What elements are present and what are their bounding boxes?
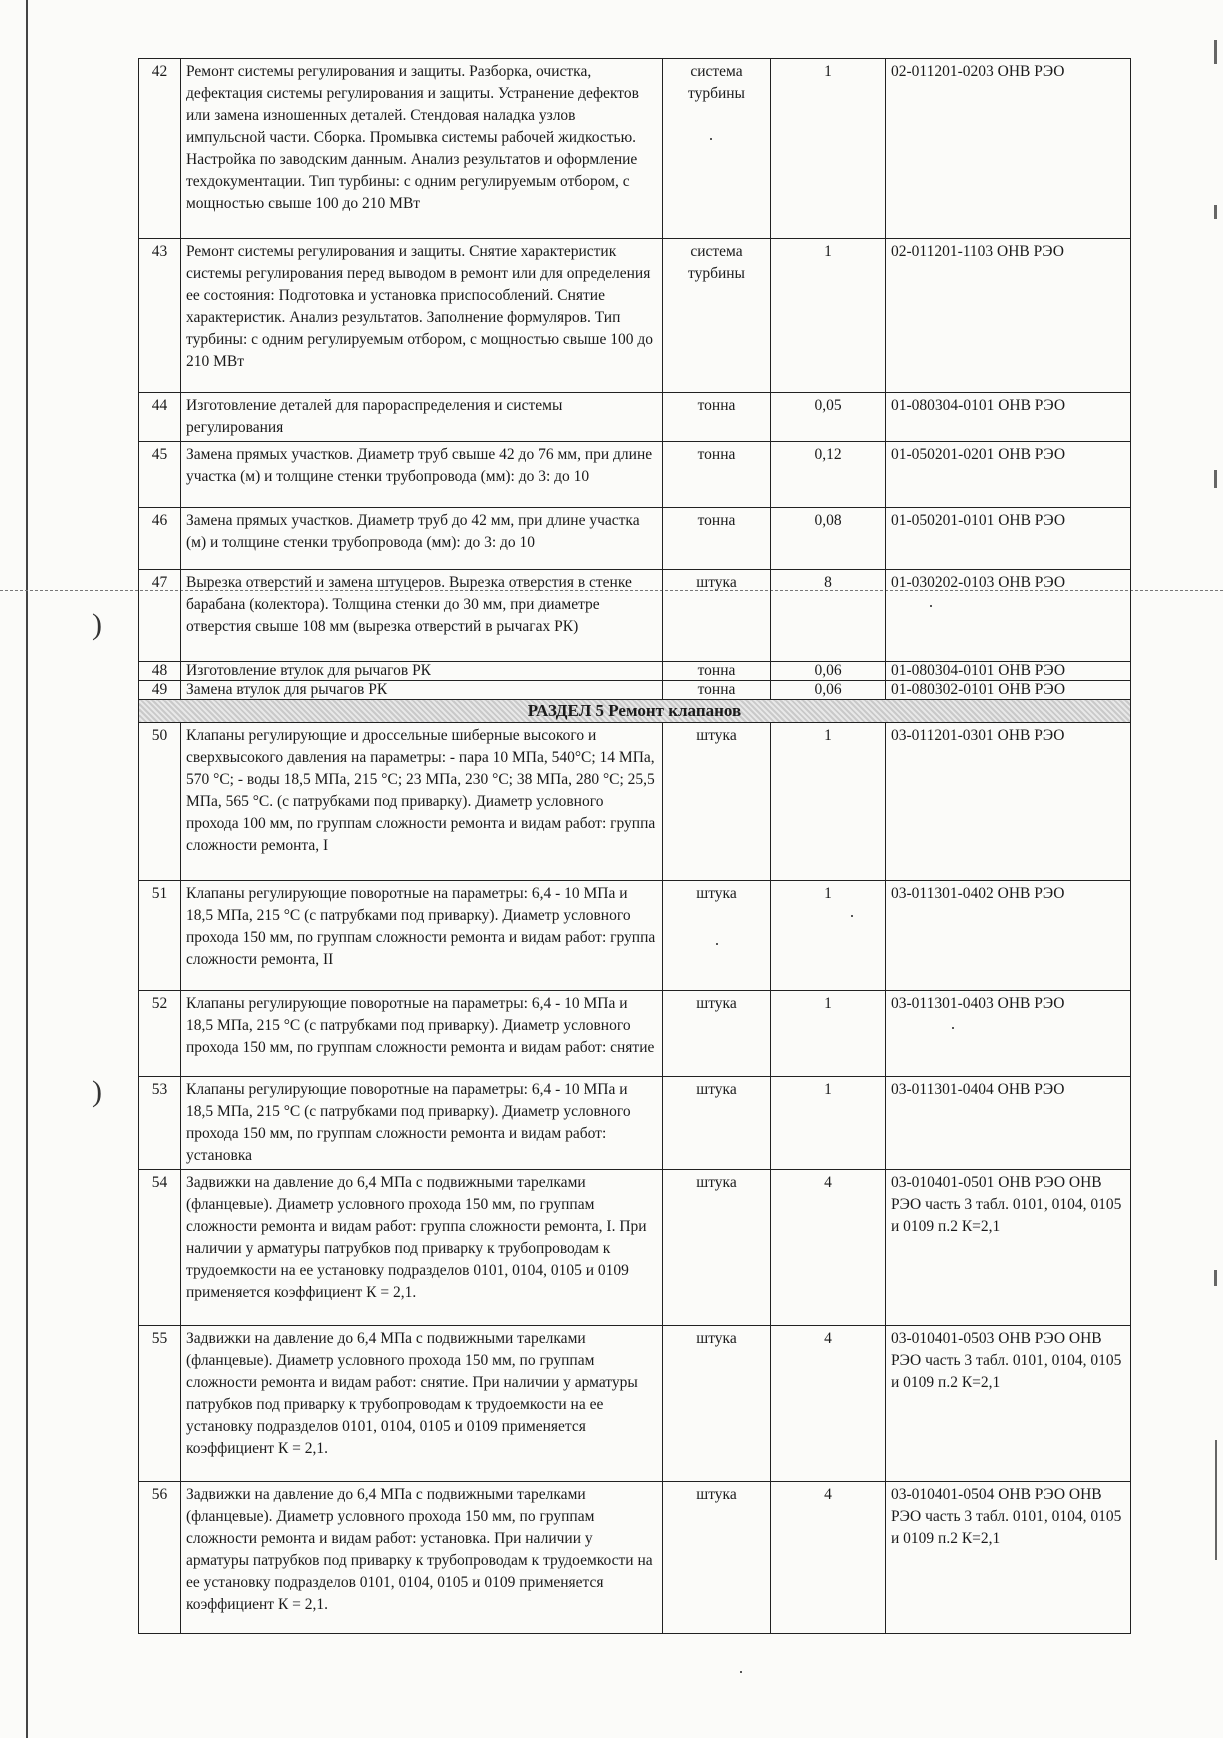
- table-row: [139, 239, 1131, 393]
- quantity: 1: [771, 1077, 886, 1170]
- work-description: Задвижки на давление до 6,4 МПа с подвижными тарелками (фланцевые). Диаметр условного прохода 150 мм, по группам сложности ремонта и видам работ: снятие. При наличии у арматуры патрубков под приварку к трубопроводам к трудоемкости на ее установку подразделов 0101, 0104, 0105 и 0109 применяется коэффициент К = 2,1.: [181, 1326, 663, 1482]
- unit-of-measure: тонна: [663, 442, 771, 508]
- quantity: 0,06: [771, 662, 886, 681]
- row-number: 51: [139, 881, 181, 991]
- unit-of-measure: тонна: [663, 508, 771, 570]
- norm-code: 03-011301-0403 ОНВ РЭО: [886, 991, 1131, 1077]
- norm-code: 03-010401-0503 ОНВ РЭО ОНВ РЭО часть 3 табл. 0101, 0104, 0105 и 0109 п.2 К=2,1: [886, 1326, 1131, 1482]
- norm-code: 03-011301-0402 ОНВ РЭО: [886, 881, 1131, 991]
- quantity: 8: [771, 570, 886, 662]
- work-description: Ремонт системы регулирования и защиты. Разборка, очистка, дефектация системы регулирования и защиты. Устранение дефектов или замена изношенных деталей. Стендовая наладка узлов импульсной части. Сборка. Промывка системы рабочей жидкостью. Настройка по заводским данным. Анализ результатов и оформление техдокументации. Тип турбины: с одним регулируемым отбором, с мощностью свыше 100 до 210 МВт: [181, 59, 663, 239]
- work-description: Изготовление деталей для парораспределения и системы регулирования: [181, 393, 663, 442]
- table-row: [139, 508, 1131, 570]
- unit-of-measure: штука: [663, 991, 771, 1077]
- table-row: [139, 1326, 1131, 1482]
- quantity: 1: [771, 723, 886, 881]
- quantity: 4: [771, 1170, 886, 1326]
- row-number: 55: [139, 1326, 181, 1482]
- table-row: [139, 723, 1131, 881]
- norm-code: 03-011301-0404 ОНВ РЭО: [886, 1077, 1131, 1170]
- margin-mark: [1214, 1270, 1217, 1286]
- row-number: 45: [139, 442, 181, 508]
- row-number: 52: [139, 991, 181, 1077]
- unit-of-measure: тонна: [663, 393, 771, 442]
- quantity: 4: [771, 1326, 886, 1482]
- work-description: Ремонт системы регулирования и защиты. Снятие характеристик системы регулирования перед выводом в ремонт или для определения ее состояния: Подготовка и установка приспособлений. Снятие характеристик. Анализ результатов. Заполнение формуляров. Тип турбины: с одним регулируемым отбором, с мощностью свыше 100 до 210 МВт: [181, 239, 663, 393]
- row-number: 44: [139, 393, 181, 442]
- quantity: 0,05: [771, 393, 886, 442]
- norm-code: 01-050201-0101 ОНВ РЭО: [886, 508, 1131, 570]
- work-description: Замена втулок для рычагов РК: [181, 681, 663, 700]
- row-number: 53: [139, 1077, 181, 1170]
- norm-code: 02-011201-1103 ОНВ РЭО: [886, 239, 1131, 393]
- work-description: Клапаны регулирующие поворотные на параметры: 6,4 - 10 МПа и 18,5 МПа, 215 °С (с патрубками под приварку). Диаметр условного прохода 150 мм, по группам сложности ремонта и видам работ: установка: [181, 1077, 663, 1170]
- unit-of-measure: штука: [663, 1077, 771, 1170]
- unit-of-measure: штука: [663, 881, 771, 991]
- row-number: 56: [139, 1482, 181, 1634]
- row-number: 48: [139, 662, 181, 681]
- quantity: 1: [771, 881, 886, 991]
- work-description: Клапаны регулирующие и дроссельные шиберные высокого и сверхвысокого давления на параметры: - пара 10 МПа, 540°С; 14 МПа, 570 °С; - воды 18,5 МПа, 215 °С; 23 МПа, 230 °С; 38 МПа, 280 °С; 25,5 МПа, 565 °С. (с патрубками под приварку). Диаметр условного прохода 100 мм, по группам сложности ремонта и видам работ: группа сложности ремонта, I: [181, 723, 663, 881]
- unit-of-measure: штука: [663, 723, 771, 881]
- margin-mark: [1214, 205, 1217, 219]
- table-row: [139, 570, 1131, 662]
- norm-code: 02-011201-0203 ОНВ РЭО: [886, 59, 1131, 239]
- work-description: Вырезка отверстий и замена штуцеров. Вырезка отверстия в стенке барабана (колектора). Толщина стенки до 30 мм, при диаметре отверстия свыше 108 мм (вырезка отверстий в рычагах РК): [181, 570, 663, 662]
- table-row: [139, 59, 1131, 239]
- quantity: 1: [771, 59, 886, 239]
- quantity: 0,12: [771, 442, 886, 508]
- works-table: [138, 58, 1131, 1634]
- norm-code: 03-010401-0501 ОНВ РЭО ОНВ РЭО часть 3 табл. 0101, 0104, 0105 и 0109 п.2 К=2,1: [886, 1170, 1131, 1326]
- hole-punch-mark: ): [92, 1075, 102, 1108]
- section-title: РАЗДЕЛ 5 Ремонт клапанов: [139, 700, 1131, 723]
- work-description: Клапаны регулирующие поворотные на параметры: 6,4 - 10 МПа и 18,5 МПа, 215 °С (с патрубками под приварку). Диаметр условного прохода 150 мм, по группам сложности ремонта и видам работ: снятие: [181, 991, 663, 1077]
- unit-of-measure: система турбины: [663, 239, 771, 393]
- table-row: [139, 681, 1131, 700]
- table-row: [139, 881, 1131, 991]
- unit-of-measure: тонна: [663, 681, 771, 700]
- margin-mark: [1214, 40, 1217, 64]
- work-description: Задвижки на давление до 6,4 МПа с подвижными тарелками (фланцевые). Диаметр условного прохода 150 мм, по группам сложности ремонта и видам работ: группа сложности ремонта, I. При наличии у арматуры патрубков под приварку к трубопроводам к трудоемкости на ее установку подразделов 0101, 0104, 0105 и 0109 применяется коэффициент К = 2,1.: [181, 1170, 663, 1326]
- row-number: 46: [139, 508, 181, 570]
- norm-code: 03-010401-0504 ОНВ РЭО ОНВ РЭО часть 3 табл. 0101, 0104, 0105 и 0109 п.2 К=2,1: [886, 1482, 1131, 1634]
- table-row: [139, 393, 1131, 442]
- norm-code: 01-080304-0101 ОНВ РЭО: [886, 393, 1131, 442]
- norm-code: 01-080302-0101 ОНВ РЭО: [886, 681, 1131, 700]
- work-description: Замена прямых участков. Диаметр труб до 42 мм, при длине участка (м) и толщине стенки трубопровода (мм): до 3: до 10: [181, 508, 663, 570]
- row-number: 47: [139, 570, 181, 662]
- unit-of-measure: штука: [663, 1326, 771, 1482]
- table-row: [139, 1077, 1131, 1170]
- norm-code: 03-011201-0301 ОНВ РЭО: [886, 723, 1131, 881]
- hole-punch-mark: ): [92, 608, 102, 641]
- table-row: [139, 1170, 1131, 1326]
- table-row: [139, 442, 1131, 508]
- table-row: [139, 991, 1131, 1077]
- norm-code: 01-050201-0201 ОНВ РЭО: [886, 442, 1131, 508]
- work-description: Изготовление втулок для рычагов РК: [181, 662, 663, 681]
- row-number: 50: [139, 723, 181, 881]
- margin-mark: [1214, 470, 1217, 488]
- quantity: 0,06: [771, 681, 886, 700]
- work-description: Клапаны регулирующие поворотные на параметры: 6,4 - 10 МПа и 18,5 МПа, 215 °С (с патрубками под приварку). Диаметр условного прохода 150 мм, по группам сложности ремонта и видам работ: группа сложности ремонта, II: [181, 881, 663, 991]
- work-description: Замена прямых участков. Диаметр труб свыше 42 до 76 мм, при длине участка (м) и толщине стенки трубопровода (мм): до 3: до 10: [181, 442, 663, 508]
- section-header-row: [139, 700, 1131, 723]
- scan-margin-line: [26, 0, 28, 1738]
- margin-mark: [1215, 1440, 1217, 1560]
- row-number: 43: [139, 239, 181, 393]
- norm-code: 01-030202-0103 ОНВ РЭО: [886, 570, 1131, 662]
- quantity: 4: [771, 1482, 886, 1634]
- row-number: 42: [139, 59, 181, 239]
- quantity: 1: [771, 991, 886, 1077]
- row-number: 49: [139, 681, 181, 700]
- work-description: Задвижки на давление до 6,4 МПа с подвижными тарелками (фланцевые). Диаметр условного прохода 150 мм, по группам сложности ремонта и видам работ: установка. При наличии у арматуры патрубков под приварку к трубопроводам к трудоемкости на ее установку подразделов 0101, 0104, 0105 и 0109 применяется коэффициент К = 2,1.: [181, 1482, 663, 1634]
- unit-of-measure: штука: [663, 1170, 771, 1326]
- table-row: [139, 1482, 1131, 1634]
- scan-speck: [740, 1671, 742, 1673]
- unit-of-measure: тонна: [663, 662, 771, 681]
- unit-of-measure: система турбины: [663, 59, 771, 239]
- norm-code: 01-080304-0101 ОНВ РЭО: [886, 662, 1131, 681]
- unit-of-measure: штука: [663, 570, 771, 662]
- quantity: 1: [771, 239, 886, 393]
- unit-of-measure: штука: [663, 1482, 771, 1634]
- row-number: 54: [139, 1170, 181, 1326]
- table-row: [139, 662, 1131, 681]
- quantity: 0,08: [771, 508, 886, 570]
